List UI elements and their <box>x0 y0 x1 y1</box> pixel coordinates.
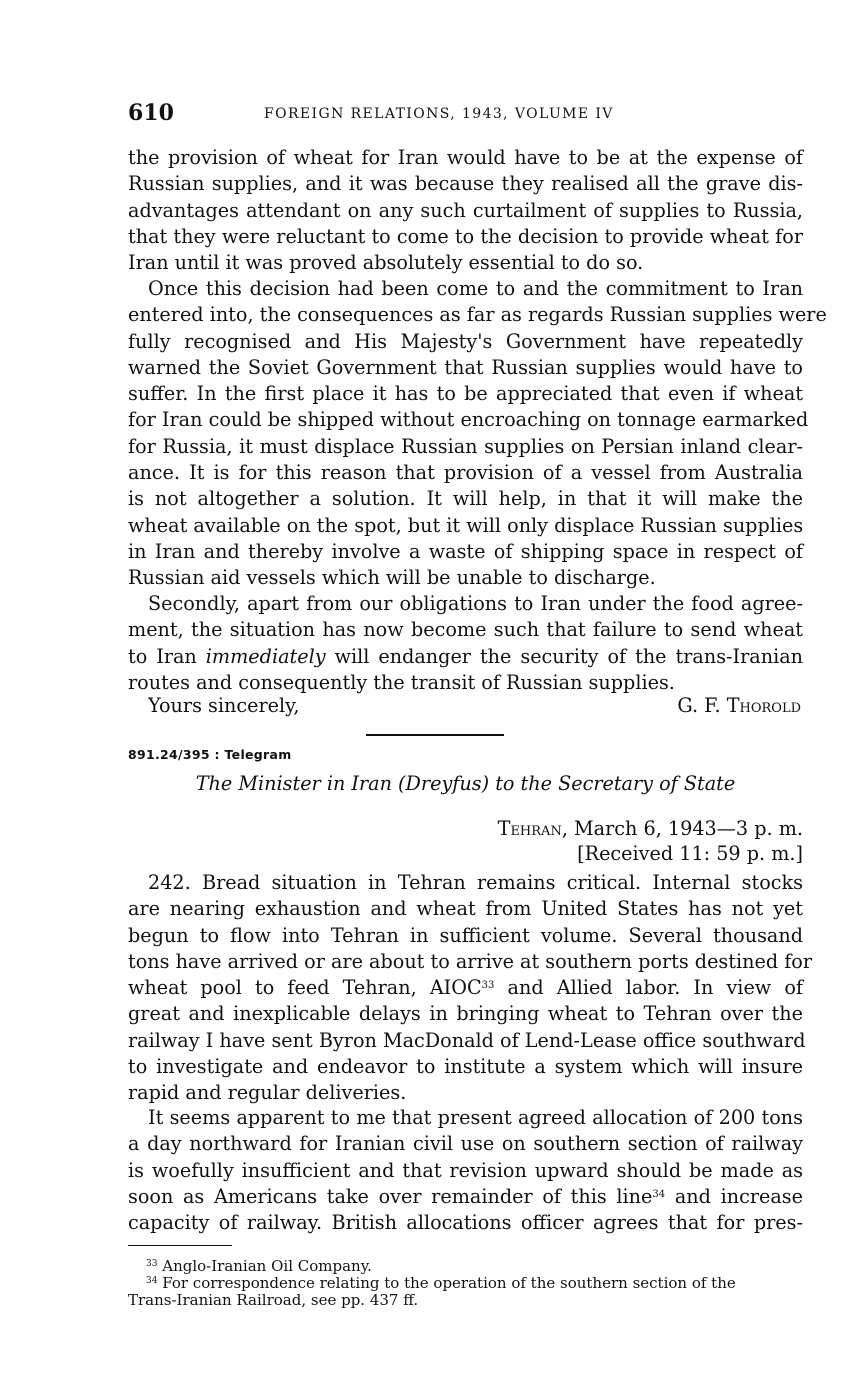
text-segment: will endanger the security of the trans-Iranian <box>334 644 803 668</box>
text-line: in Iran and thereby involve a waste of shipping space in respect of <box>128 539 803 563</box>
text-line <box>128 644 803 670</box>
footnote-ref-33[interactable]: 33 <box>481 980 495 992</box>
text-line: to investigate and endeavor to institute a system which will insure <box>128 1055 803 1079</box>
signature <box>677 694 801 717</box>
text-line: fully recognised and His Majesty's Government have repeatedly <box>128 329 803 353</box>
section-divider <box>366 734 504 736</box>
footnote-line: Trans-Iranian Railroad, see pp. 437 ff. <box>128 1291 419 1309</box>
footnote-34 <box>128 1273 803 1309</box>
text-line: suffer. In the first place it has to be appreciated that even if wheat <box>128 382 803 406</box>
running-head <box>128 100 803 130</box>
text-line: begun to flow into Tehran in sufficient volume. Several thousand <box>128 923 803 947</box>
footnote-text: Anglo-Iranian Oil Company. <box>162 1257 372 1275</box>
text-line: ment, the situation has now become such that failure to send wheat <box>128 618 803 642</box>
footnote-number: 34 <box>146 1276 158 1286</box>
text-line: It seems apparent to me that present agreed allocation of 200 tons <box>148 1106 803 1129</box>
text-line: routes and consequently the transit of Russian supplies. <box>128 670 675 694</box>
text-line: tons have arrived or are about to arrive at southern ports destined for <box>128 949 813 973</box>
text-line: is woefully insufficient and that revision upward should be made as <box>128 1158 803 1182</box>
letter-paragraph-3 <box>128 591 803 696</box>
text-line: are nearing exhaustion and wheat from United States has not yet <box>128 897 803 921</box>
text-line: a day northward for Iranian civil use on southern section of railway <box>128 1132 803 1156</box>
text-line: great and inexplicable delays in bringing wheat to Tehran over the <box>128 1002 803 1026</box>
text-line: rapid and regular deliveries. <box>128 1081 407 1105</box>
dateline-date: March 6, 1943—3 p. m. <box>574 817 803 840</box>
footnote-divider <box>128 1245 232 1246</box>
received-line: [Received 11: 59 p. m.] <box>577 842 803 865</box>
telegram-paragraph-1 <box>128 870 813 1107</box>
text-segment: to Iran <box>128 644 197 668</box>
letter-paragraph-1 <box>128 145 803 276</box>
text-line: for Iran could be shipped without encroaching on tonnage earmarked <box>128 408 809 432</box>
text-line: Russian supplies, and it was because they realised all the grave dis- <box>128 172 803 196</box>
text-line: wheat available on the spot, but it will only displace Russian supplies <box>128 513 804 537</box>
file-reference: 891.24/395 : Telegram <box>128 747 292 762</box>
text-segment: and increase <box>674 1184 803 1208</box>
text-segment: wheat pool to feed Tehran, AIOC <box>128 976 482 1000</box>
footnote-text: For correspondence relating to the operation of the southern section of the <box>162 1274 736 1292</box>
text-line: capacity of railway. British allocations officer agrees that for pres- <box>128 1211 803 1235</box>
text-line: ance. It is for this reason that provision of a vessel from Australia <box>128 461 803 485</box>
footnote-line <box>128 1273 803 1292</box>
letter-paragraph-2 <box>128 276 827 592</box>
letter-closing <box>128 694 803 722</box>
running-head-title: FOREIGN RELATIONS, 1943, VOLUME IV <box>264 106 614 122</box>
text-line: Iran until it was proved absolutely essential to do so. <box>128 251 644 275</box>
text-line: advantages attendant on any such curtailment of supplies to Russia, <box>128 198 803 222</box>
text-line: Russian aid vessels which will be unable to discharge. <box>128 566 656 590</box>
text-line: for Russia, it must displace Russian supplies on Persian inland clear- <box>128 434 803 458</box>
text-line <box>128 1184 803 1210</box>
text-segment: soon as Americans take over remainder of this line <box>128 1184 653 1208</box>
text-line <box>128 975 803 1001</box>
text-line: the provision of wheat for Iran would have to be at the expense of <box>128 146 803 169</box>
text-line: Once this decision had been come to and the commitment to Iran <box>148 277 803 300</box>
dateline <box>498 817 803 840</box>
page-number: 610 <box>128 100 174 126</box>
text-segment: and Allied labor. In view of <box>507 976 803 1000</box>
footnote-number: 33 <box>146 1259 158 1269</box>
telegram-paragraph-2 <box>128 1105 803 1236</box>
text-line: entered into, the consequences as far as regards Russian supplies were <box>128 303 827 327</box>
text-line: is not altogether a solution. It will help, in that it will make the <box>128 487 803 511</box>
dateline-place: Tehran, <box>497 817 568 840</box>
text-line: that they were reluctant to come to the decision to provide wheat for <box>128 224 803 248</box>
text-line: Secondly, apart from our obligations to Iran under the food agree- <box>148 592 803 615</box>
emphasis-text: immediately <box>205 644 326 668</box>
signature-name: Thorold <box>726 694 801 717</box>
document-heading: The Minister in Iran (Dreyfus) to the Secretary of State <box>195 772 736 795</box>
text-line: 242. Bread situation in Tehran remains critical. Internal stocks <box>148 871 803 894</box>
text-line: warned the Soviet Government that Russian supplies would have to <box>128 355 803 379</box>
salutation: Yours sincerely, <box>148 694 300 717</box>
text-line: railway I have sent Byron MacDonald of Lend-Lease office southward <box>128 1028 806 1052</box>
footnote-ref-34[interactable]: 34 <box>652 1188 666 1200</box>
signature-initials: G. F. <box>677 694 721 717</box>
